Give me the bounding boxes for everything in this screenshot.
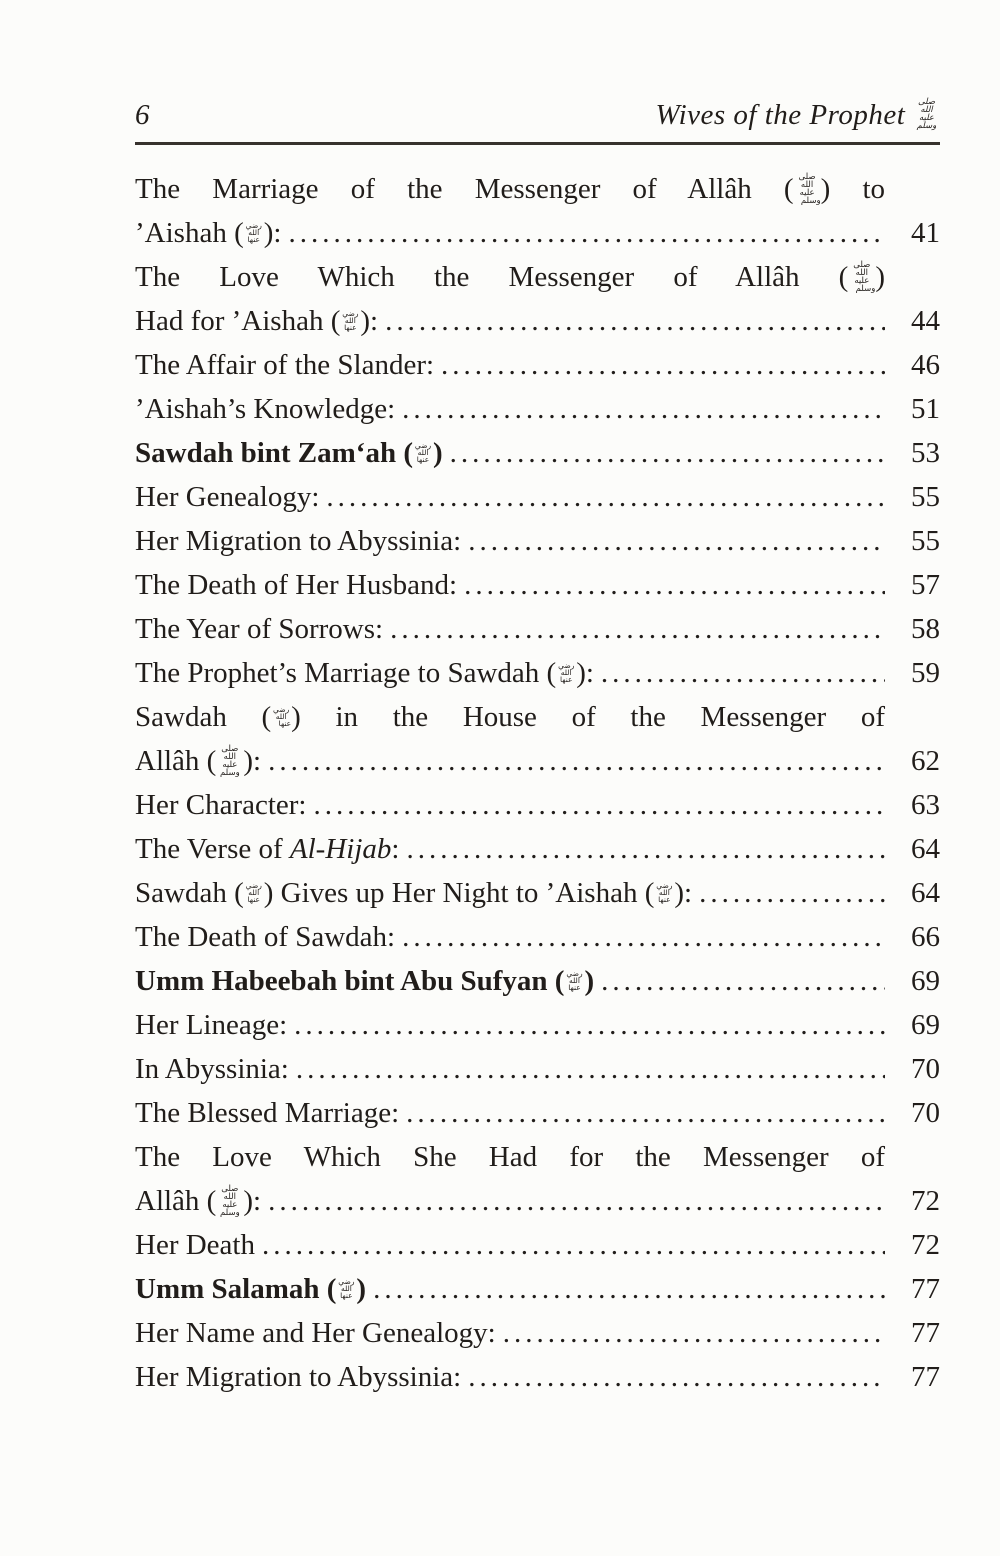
toc-page-number: 41: [911, 217, 940, 250]
toc-entry-label: Her Death: [135, 1229, 255, 1262]
toc-entry: [135, 695, 940, 783]
toc-entry: [135, 959, 940, 1003]
toc-leader-dots: [268, 1179, 885, 1223]
toc-page-number: 62: [911, 745, 940, 778]
toc-page-number: 64: [911, 877, 940, 910]
toc-entry-label: The Death of Sawdah:: [135, 921, 396, 954]
toc-entry-label: Sawdah ( رضي الله عنها ) Gives up Her Night to ’Aishah ( رضي الله عنها ):: [135, 877, 693, 910]
toc-entry: [135, 1311, 940, 1355]
toc-leader-dots: [385, 299, 885, 343]
toc-entry: [135, 343, 940, 387]
toc-leader-dots: [288, 211, 885, 255]
toc-entry-wrapped-line: The Love Which She Had for the Messenger of: [135, 1141, 885, 1174]
rta-calligraphy-icon: رضي الله عنها: [245, 221, 262, 245]
toc-entry: [135, 1003, 940, 1047]
toc-page-number: 69: [911, 965, 940, 998]
toc-page-number: 63: [911, 789, 940, 822]
toc-leader-dots: [468, 519, 885, 563]
toc-entry-label: The Verse of Al-Hijab:: [135, 833, 400, 866]
toc-leader-dots: [296, 1047, 885, 1091]
toc-entry: [135, 1223, 940, 1267]
toc-entry-label: The Affair of the Slander:: [135, 349, 435, 382]
toc-page-number: 69: [911, 1009, 940, 1042]
toc-page-number: 55: [911, 525, 940, 558]
toc-entry-last-line: [135, 1355, 940, 1399]
toc-page-number: 46: [911, 349, 940, 382]
toc: [135, 167, 940, 1399]
toc-entry-label: Had for ’Aishah ( رضي الله عنها ):: [135, 305, 379, 338]
toc-entry: [135, 783, 940, 827]
toc-entry: [135, 255, 940, 343]
toc-page-number: 55: [911, 481, 940, 514]
toc-entry-label: Her Migration to Abyssinia:: [135, 525, 462, 558]
toc-entry: [135, 1091, 940, 1135]
toc-leader-dots: [601, 959, 885, 1003]
toc-leader-dots: [406, 827, 885, 871]
toc-entry: [135, 167, 940, 255]
toc-leader-dots: [406, 1091, 885, 1135]
toc-entry: [135, 1135, 940, 1223]
toc-entry-label: Umm Salamah ( رضي الله عنها ): [135, 1273, 367, 1306]
toc-entry-last-line: [135, 827, 940, 871]
rta-calligraphy-icon: رضي الله عنها: [558, 661, 575, 685]
toc-entry-label: ’Aishah’s Knowledge:: [135, 393, 396, 426]
toc-entry-label: The Death of Her Husband:: [135, 569, 458, 602]
toc-leader-dots: [313, 783, 885, 827]
toc-page-number: 66: [911, 921, 940, 954]
rta-calligraphy-icon: رضي الله عنها: [342, 309, 359, 333]
toc-page-number: 77: [911, 1273, 940, 1306]
toc-entry: [135, 563, 940, 607]
toc-entry: [135, 1355, 940, 1399]
page-header: [135, 98, 940, 133]
toc-entry-label: Her Migration to Abyssinia:: [135, 1361, 462, 1394]
toc-entry-last-line: [135, 211, 940, 255]
toc-entry-last-line: [135, 1179, 940, 1223]
toc-entry: [135, 519, 940, 563]
toc-leader-dots: [373, 1267, 885, 1311]
toc-entry-label: Allâh ( صلى الله عليه وسلم ):: [135, 1183, 262, 1218]
toc-leader-dots: [326, 475, 885, 519]
toc-page-number: 57: [911, 569, 940, 602]
toc-entry-last-line: [135, 651, 940, 695]
toc-entry: [135, 387, 940, 431]
rta-calligraphy-icon: رضي الله عنها: [245, 881, 262, 905]
toc-entry-label: Sawdah bint Zam‘ah ( رضي الله عنها ): [135, 437, 443, 470]
saw-calligraphy-icon: صلى الله عليه وسلم: [916, 97, 937, 132]
rta-calligraphy-icon: رضي الله عنها: [338, 1277, 355, 1301]
running-title: Wives of the Prophet صلى الله عليه وسلم: [656, 98, 940, 133]
toc-entry-label: The Year of Sorrows:: [135, 613, 384, 646]
toc-entry: [135, 607, 940, 651]
toc-entry-last-line: [135, 387, 940, 431]
toc-page-number: 53: [911, 437, 940, 470]
toc-entry-last-line: [135, 1091, 940, 1135]
toc-leader-dots: [468, 1355, 885, 1399]
toc-entry-last-line: [135, 1003, 940, 1047]
toc-entry-label: Her Lineage:: [135, 1009, 288, 1042]
toc-entry: [135, 651, 940, 695]
toc-page-number: 58: [911, 613, 940, 646]
toc-leader-dots: [294, 1003, 885, 1047]
toc-entry-last-line: [135, 739, 940, 783]
toc-entry-last-line: [135, 1223, 940, 1267]
toc-leader-dots: [699, 871, 885, 915]
toc-entry-last-line: [135, 1047, 940, 1091]
toc-entry-label: Her Genealogy:: [135, 481, 320, 514]
toc-entry-last-line: [135, 563, 940, 607]
toc-leader-dots: [441, 343, 885, 387]
toc-page-number: 51: [911, 393, 940, 426]
toc-page-number: 64: [911, 833, 940, 866]
toc-entry-last-line: [135, 607, 940, 651]
toc-entry-label: The Prophet’s Marriage to Sawdah ( رضي الله عنها ):: [135, 657, 594, 690]
toc-leader-dots: [601, 651, 885, 695]
header-rule: [135, 142, 940, 145]
toc-leader-dots: [450, 431, 885, 475]
toc-page-number: 70: [911, 1053, 940, 1086]
toc-entry: [135, 827, 940, 871]
toc-entry-label: Allâh ( صلى الله عليه وسلم ):: [135, 743, 262, 778]
toc-entry: [135, 871, 940, 915]
toc-page-number: 77: [911, 1361, 940, 1394]
page-number: 6: [135, 99, 150, 131]
toc-entry-last-line: [135, 299, 940, 343]
toc-leader-dots: [402, 387, 885, 431]
toc-entry-wrapped-line: The Love Which the Messenger of Allâh ( صلى الله عليه وسلم): [135, 259, 885, 294]
toc-leader-dots: [402, 915, 885, 959]
toc-leader-dots: [268, 739, 885, 783]
toc-page-number: 72: [911, 1229, 940, 1262]
toc-leader-dots: [390, 607, 885, 651]
toc-page-number: 70: [911, 1097, 940, 1130]
rta-calligraphy-icon: رضي الله عنها: [414, 441, 432, 465]
toc-entry-last-line: [135, 915, 940, 959]
toc-entry-last-line: [135, 343, 940, 387]
saw-calligraphy-icon: صلى الله عليه وسلم: [219, 1183, 240, 1218]
toc-entry-last-line: [135, 959, 940, 1003]
toc-page-number: 59: [911, 657, 940, 690]
saw-calligraphy-icon: صلى الله عليه وسلم: [219, 743, 240, 778]
saw-calligraphy-icon: صلى الله عليه وسلم: [798, 171, 821, 206]
toc-entry-label: Umm Habeebah bint Abu Sufyan ( رضي الله عنها ): [135, 965, 595, 998]
toc-entry-label: In Abyssinia:: [135, 1053, 289, 1086]
toc-entry-last-line: [135, 475, 940, 519]
toc-entry-last-line: [135, 431, 940, 475]
toc-leader-dots: [464, 563, 885, 607]
toc-entry: [135, 1267, 940, 1311]
toc-entry-last-line: [135, 519, 940, 563]
rta-calligraphy-icon: رضي الله عنها: [566, 969, 583, 993]
rta-calligraphy-icon: رضي الله عنها: [656, 881, 673, 905]
toc-entry-last-line: [135, 1267, 940, 1311]
toc-entry-label: ’Aishah ( رضي الله عنها ):: [135, 217, 282, 250]
toc-entry-label: The Blessed Marriage:: [135, 1097, 400, 1130]
toc-entry: [135, 431, 940, 475]
toc-page-number: 72: [911, 1185, 940, 1218]
toc-entry-wrapped-line: Sawdah ( رضي الله عنها) in the House of the Messenger of: [135, 701, 885, 734]
toc-entry: [135, 475, 940, 519]
toc-entry-last-line: [135, 783, 940, 827]
toc-entry: [135, 915, 940, 959]
toc-leader-dots: [503, 1311, 885, 1355]
saw-calligraphy-icon: صلى الله عليه وسلم: [853, 259, 876, 294]
toc-entry-last-line: [135, 871, 940, 915]
toc-entry: [135, 1047, 940, 1091]
toc-entry-label: Her Character:: [135, 789, 307, 822]
rta-calligraphy-icon: رضي الله عنها: [273, 705, 292, 729]
toc-page-number: 44: [911, 305, 940, 338]
toc-entry-last-line: [135, 1311, 940, 1355]
toc-leader-dots: [262, 1223, 885, 1267]
toc-entry-wrapped-line: The Marriage of the Messenger of Allâh ( صلى الله عليه وسلم) to: [135, 171, 886, 206]
toc-page-number: 77: [911, 1317, 940, 1350]
toc-entry-label: Her Name and Her Genealogy:: [135, 1317, 496, 1350]
